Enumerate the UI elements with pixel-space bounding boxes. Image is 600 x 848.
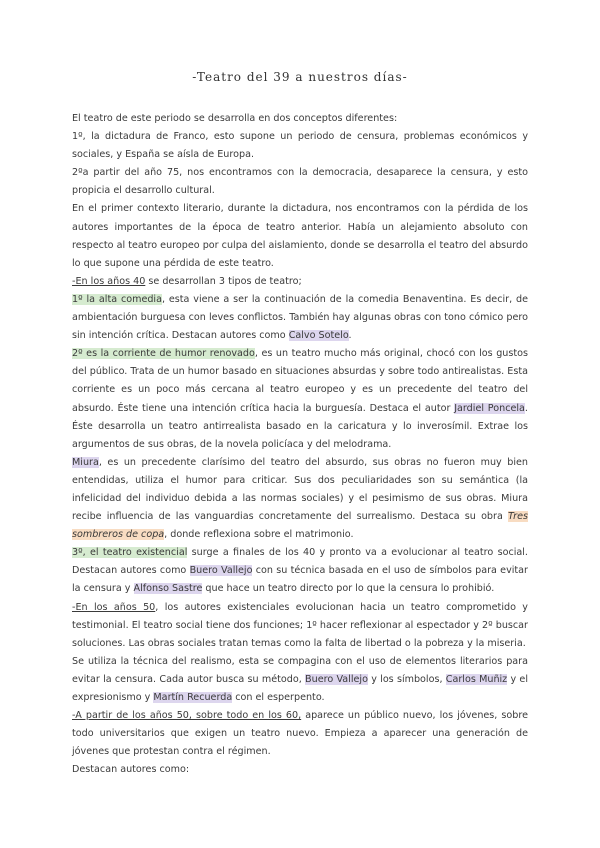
type1-text: , esta viene a ser la continuación de la comedia Benaventina. Es decir, de ambientación burguesa con leves conflictos. También hay algunas obras con tono cómico pero sin intención crítica. Destacan autores como <box>72 293 528 342</box>
type1-label: 1º la alta comedia <box>72 293 162 305</box>
fifties-heading: -En los años 50 <box>72 601 156 613</box>
closing-line: Destacan autores como: <box>72 764 190 776</box>
type2-author: Jardiel Poncela <box>454 402 525 414</box>
realism-author-3: Martín Recuerda <box>153 692 233 703</box>
type3-text-3: que hace un teatro directo por lo que la censura lo prohibió. <box>202 583 495 595</box>
type2-text-1: , es un teatro mucho más original, chocó con los gustos del público. Trata de un humor basado en situaciones absurdas y sobre todo antirealistas. Esta corriente es un poco más cercana al teatro europeo y es un precedente del teatro del absurdo. Éste tiene una intención crítica hacia la burguesía. Destaca el autor <box>72 348 528 414</box>
miura-name: Miura <box>72 456 99 468</box>
intro-item-1: 1º, la dictadura de Franco, esto supone un periodo de censura, problemas económicos y sociales, y España se aísla de Europa. <box>72 131 528 161</box>
type1-paragraph <box>72 291 528 345</box>
intro-item-2: 2ºa partir del año 75, nos encontramos con la democracia, desaparece la censura, y esto propicia el desarrollo cultural. <box>72 167 528 197</box>
forties-paragraph <box>72 273 528 291</box>
forties-text: se desarrollan 3 tipos de teatro; <box>145 275 302 287</box>
page-title: -Teatro del 39 a nuestros días- <box>192 70 408 84</box>
type3-label: 3º, el teatro existencial <box>72 547 188 559</box>
realism-text-2: y los símbolos, <box>367 673 446 685</box>
realism-author-2: Carlos Muñiz <box>445 673 508 685</box>
realism-text-4: con el esperpento. <box>232 692 325 703</box>
realism-author-1: Buero Vallejo <box>305 673 368 685</box>
late-heading: -A partir de los años 50, sobre todo en los 60, <box>72 710 302 722</box>
document-body <box>72 110 528 779</box>
realism-paragraph <box>72 653 528 707</box>
context-paragraph: En el primer contexto literario, durante la dictadura, nos encontramos con la pérdida de los autores importantes de la época de teatro anterior. Había un alejamiento absoluto con respecto al teatro europeo por culpa del aislamiento, donde se desarrolla el teatro del absurdo lo que supone una pérdida de este teatro. <box>72 203 528 269</box>
type3-text-1: surge a finales de los 40 y pronto va a evolucionar al teatro social. Destacan autores como <box>72 547 528 577</box>
type2-label: 2º es la corriente de humor renovado <box>72 348 255 360</box>
forties-heading: -En los años 40 <box>72 275 146 287</box>
miura-text-1: , es un precedente clarísimo del teatro del absurdo, sus obras no fueron muy bien entendidas, utiliza el humor para criticar. Sus dos peculiaridades son su semántica (la infelicidad del individuo debida a las normas sociales) y el pesimismo de sus obras. Miura recibe influencia de las vanguardias concretamente del surrealismo. Destaca su obra <box>72 456 528 523</box>
type3-paragraph <box>72 544 528 598</box>
type1-end: . <box>348 330 352 342</box>
type2-text-2: . Éste desarrolla un teatro antirrealista basado en la caricatura y lo inverosímil. Extrae los argumentos de sus obras, de la novela policíaca y del melodrama. <box>72 402 528 450</box>
realism-text-3: y el expresionismo y <box>72 673 529 703</box>
late-paragraph <box>72 707 528 761</box>
late-text: aparece un público nuevo, los jóvenes, sobre todo universitarios que exigen un teatro nuevo. Empieza a aparecer una generación de jóvenes que protestan contra el régimen. <box>72 710 528 758</box>
type3-text-2: con su técnica basada en el uso de símbolos para evitar la censura y <box>72 565 528 595</box>
intro-line: El teatro de este periodo se desarrolla en dos conceptos diferentes: <box>72 113 398 124</box>
fifties-paragraph <box>72 599 528 653</box>
type2-paragraph <box>72 345 528 454</box>
miura-paragraph <box>72 454 528 544</box>
fifties-text: , los autores existenciales evolucionan hacia un teatro comprometido y testimonial. El teatro social tiene dos funciones; 1º hacer reflexionar al espectador y 2º buscar soluciones. Las obras sociales tratan temas como la falta de libertad o la pobreza y la miseria. <box>72 601 528 649</box>
type3-author-1: Buero Vallejo <box>189 565 253 577</box>
miura-work: Tres sombreros de copa <box>72 511 528 541</box>
type3-author-2: Alfonso Sastre <box>133 583 203 595</box>
miura-text-2: , donde reflexiona sobre el matrimonio. <box>164 529 354 541</box>
type1-author: Calvo Sotelo <box>288 330 349 342</box>
realism-text-1: Se utiliza la técnica del realismo, esta se compagina con el uso de elementos literarios para evitar la censura. Cada autor busca su método, <box>72 655 528 685</box>
